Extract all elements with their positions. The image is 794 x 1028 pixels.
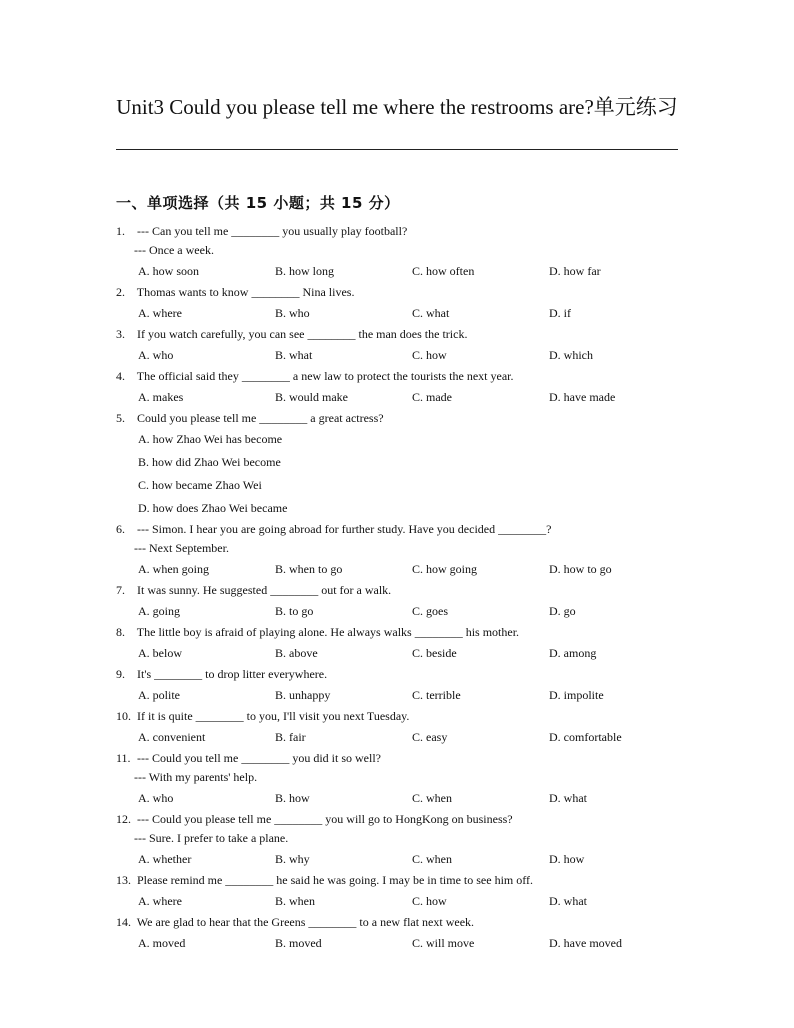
question-text: We are glad to hear that the Greens ________ to a new flat next week. xyxy=(136,915,475,929)
answer-options xyxy=(116,787,686,810)
question-text: --- Could you tell me ________ you did it so well? xyxy=(137,751,381,765)
answer-option[interactable]: C. easy xyxy=(412,730,448,744)
answer-option[interactable]: D. how does Zhao Wei became xyxy=(138,501,288,515)
answer-option[interactable]: D. which xyxy=(549,348,593,362)
question-stem xyxy=(116,283,686,302)
question-number: 3. xyxy=(116,327,125,341)
question-number: 1. xyxy=(116,224,125,238)
answer-option[interactable]: B. when to go xyxy=(275,562,343,576)
answer-options xyxy=(116,642,686,665)
answer-option[interactable]: A. who xyxy=(138,791,174,805)
answer-option[interactable]: C. goes xyxy=(412,604,448,618)
answer-option[interactable]: B. unhappy xyxy=(275,688,331,702)
question-item xyxy=(116,283,686,325)
question-text: If you watch carefully, you can see ________ the man does the trick. xyxy=(137,327,468,341)
question-stem xyxy=(116,520,686,539)
question-item xyxy=(116,749,686,810)
question-stem xyxy=(116,367,686,386)
answer-options xyxy=(116,600,686,623)
answer-option[interactable]: D. how far xyxy=(549,264,601,278)
answer-options xyxy=(116,890,686,913)
answer-option[interactable]: D. if xyxy=(549,306,571,320)
question-stem xyxy=(116,222,686,241)
question-item xyxy=(116,871,686,913)
dialogue-line: --- With my parents' help. xyxy=(134,770,258,784)
question-number: 9. xyxy=(116,667,125,681)
answer-option[interactable]: D. go xyxy=(549,604,576,618)
answer-option[interactable]: D. have made xyxy=(549,390,616,404)
answer-options xyxy=(116,344,686,367)
answer-option[interactable]: A. makes xyxy=(138,390,184,404)
question-stem xyxy=(116,749,686,768)
answer-option[interactable]: B. how long xyxy=(275,264,335,278)
answer-option[interactable]: B. when xyxy=(275,894,315,908)
question-stem xyxy=(116,810,686,829)
answer-option[interactable]: A. where xyxy=(138,306,182,320)
answer-option[interactable]: A. how Zhao Wei has become xyxy=(138,432,283,446)
answer-option[interactable]: A. how soon xyxy=(138,264,200,278)
answer-option[interactable]: C. how xyxy=(412,894,447,908)
answer-options xyxy=(116,386,686,409)
answer-option[interactable]: A. going xyxy=(138,604,180,618)
question-text: Could you please tell me ________ a great actress? xyxy=(137,411,384,425)
question-text: Please remind me ________ he said he was going. I may be in time to see him off. xyxy=(137,873,534,887)
question-number: 8. xyxy=(116,625,125,639)
answer-option[interactable]: A. convenient xyxy=(138,730,206,744)
section-heading: 一、单项选择（共 15 小题；共 15 分） xyxy=(116,194,400,212)
answer-option[interactable]: A. below xyxy=(138,646,182,660)
answer-option[interactable]: C. how xyxy=(412,348,447,362)
question-item xyxy=(116,520,686,581)
question-item xyxy=(116,581,686,623)
answer-option[interactable]: D. what xyxy=(549,894,587,908)
question-number: 12. xyxy=(116,812,131,826)
answer-option[interactable]: C. when xyxy=(412,852,452,866)
answer-options xyxy=(116,558,686,581)
question-number: 2. xyxy=(116,285,125,299)
question-number: 13. xyxy=(116,873,131,887)
question-number: 5. xyxy=(116,411,125,425)
question-text: --- Simon. I hear you are going abroad for further study. Have you decided ________? xyxy=(137,522,552,536)
question-number: 11. xyxy=(116,751,131,765)
answer-option[interactable]: B. would make xyxy=(275,390,348,404)
answer-option[interactable]: B. who xyxy=(275,306,310,320)
question-stem xyxy=(116,665,686,684)
question-text: It was sunny. He suggested ________ out for a walk. xyxy=(137,583,392,597)
answer-options xyxy=(116,684,686,707)
answer-option[interactable]: D. among xyxy=(549,646,597,660)
question-text: It's ________ to drop litter everywhere. xyxy=(137,667,328,681)
answer-option[interactable]: B. what xyxy=(275,348,313,362)
answer-option[interactable]: A. whether xyxy=(138,852,192,866)
answer-option[interactable]: C. made xyxy=(412,390,452,404)
question-item xyxy=(116,367,686,409)
question-stem xyxy=(116,409,686,428)
question-number: 7. xyxy=(116,583,125,597)
question-stem xyxy=(116,325,686,344)
answer-option[interactable]: D. what xyxy=(549,791,587,805)
answer-options xyxy=(116,302,686,325)
answer-options xyxy=(116,848,686,871)
dialogue-line: --- Next September. xyxy=(134,541,229,555)
page-title: Unit3 Could you please tell me where the restrooms are?单元练习 xyxy=(116,95,678,119)
answer-option[interactable]: B. to go xyxy=(275,604,314,618)
answer-option[interactable]: C. how became Zhao Wei xyxy=(138,478,262,492)
question-text: The little boy is afraid of playing alone. He always walks ________ his mother. xyxy=(136,625,520,639)
answer-option[interactable]: A. when going xyxy=(138,562,209,576)
answer-option[interactable]: C. when xyxy=(412,791,452,805)
answer-option[interactable]: D. comfortable xyxy=(549,730,622,744)
title-divider xyxy=(116,149,678,150)
answer-option[interactable]: D. have moved xyxy=(549,936,622,950)
answer-option[interactable]: B. how xyxy=(275,791,310,805)
question-number: 4. xyxy=(116,369,125,383)
question-item xyxy=(116,810,686,871)
question-list xyxy=(116,222,686,955)
question-stem xyxy=(116,871,686,890)
answer-option[interactable]: C. what xyxy=(412,306,450,320)
answer-option[interactable]: C. how going xyxy=(412,562,478,576)
answer-option[interactable]: C. beside xyxy=(412,646,457,660)
question-stem xyxy=(116,581,686,600)
question-item xyxy=(116,222,686,283)
question-stem xyxy=(116,623,686,642)
dialogue-line: --- Sure. I prefer to take a plane. xyxy=(134,831,289,845)
question-number: 10. xyxy=(116,709,131,723)
answer-option[interactable]: B. above xyxy=(275,646,318,660)
question-item xyxy=(116,707,686,749)
answer-option[interactable]: B. how did Zhao Wei become xyxy=(138,455,281,469)
answer-option[interactable]: C. how often xyxy=(412,264,475,278)
question-item xyxy=(116,325,686,367)
question-number: 6. xyxy=(116,522,125,536)
answer-option[interactable]: A. moved xyxy=(138,936,186,950)
question-item xyxy=(116,409,686,520)
question-text: The official said they ________ a new law to protect the tourists the next year. xyxy=(136,369,514,383)
question-item xyxy=(116,913,686,955)
answer-option[interactable]: D. impolite xyxy=(549,688,604,702)
question-item xyxy=(116,623,686,665)
answer-option[interactable]: B. why xyxy=(275,852,310,866)
question-stem xyxy=(116,913,686,932)
answer-option[interactable]: D. how to go xyxy=(549,562,612,576)
answer-options xyxy=(116,428,686,520)
answer-option[interactable]: D. how xyxy=(549,852,585,866)
question-number: 14. xyxy=(116,915,131,929)
answer-option[interactable]: B. moved xyxy=(275,936,322,950)
question-text: Thomas wants to know ________ Nina lives. xyxy=(136,285,355,299)
answer-option[interactable]: A. where xyxy=(138,894,182,908)
answer-option[interactable]: B. fair xyxy=(275,730,306,744)
answer-option[interactable]: C. terrible xyxy=(412,688,461,702)
question-stem xyxy=(116,707,686,726)
question-item xyxy=(116,665,686,707)
question-text: --- Could you please tell me ________ you will go to HongKong on business? xyxy=(137,812,513,826)
answer-option[interactable]: C. will move xyxy=(412,936,475,950)
answer-options xyxy=(116,932,686,955)
answer-option[interactable]: A. polite xyxy=(138,688,180,702)
question-text: If it is quite ________ to you, I'll visit you next Tuesday. xyxy=(137,709,410,723)
answer-option[interactable]: A. who xyxy=(138,348,174,362)
question-text: --- Can you tell me ________ you usually play football? xyxy=(137,224,408,238)
answer-options xyxy=(116,726,686,749)
dialogue-line: --- Once a week. xyxy=(134,243,214,257)
answer-options xyxy=(116,260,686,283)
